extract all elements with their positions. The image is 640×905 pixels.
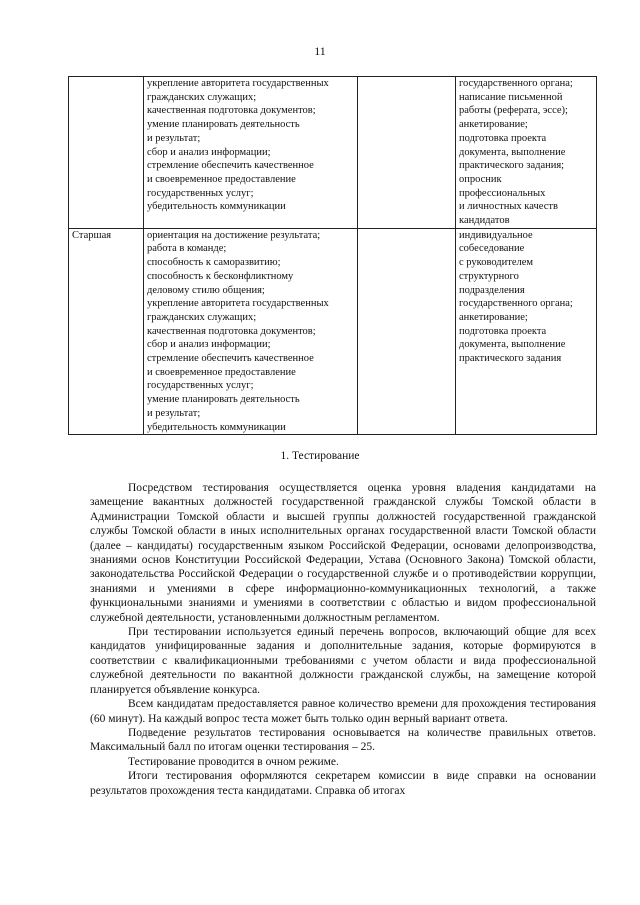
body-paragraph: Всем кандидатам предоставляется равное количество времени для прохождения тестирования (60 минут). На каждый вопрос теста может быть только один верный вариант ответа.	[90, 698, 596, 725]
quality-line: и результат;	[147, 132, 201, 144]
quality-line: ориентация на достижение результата;	[147, 229, 321, 241]
quality-line: гражданских служащих;	[147, 91, 257, 103]
body-paragraph: Тестирование проводится в очном режиме.	[128, 755, 339, 768]
method-line: структурного	[459, 270, 519, 282]
method-line: подготовка проекта	[459, 132, 547, 144]
quality-line: способность к бесконфликтному	[147, 270, 294, 282]
quality-line: укрепление авторитета государственных	[147, 78, 329, 89]
body-paragraph: Посредством тестирования осуществляется оценка уровня владения кандидатами на замещение вакантных должностей государственной гражданской службы Томской области в Администрации Томской области и высшей группы должностей государственной гражданской службы Томской области в иных исполнительных органах государственной власти Томской области (далее – кандидаты) государственным языком Российской Федерации, основами делопроизводства, знаниями основ Конституции Российской Федерации, Устава (Основного Закона) Томской области, законодательства Российской Федерации о государственной службе и о противодействии коррупции, знаниями и умениями в сфере информационно-коммуникационных технологий, а также функциональными знаниями и умениями в соответствии с областью и видом профессиональной служебной деятельности, установленными должностным регламентом.	[90, 482, 596, 624]
quality-line: качественная подготовка документов;	[147, 105, 316, 117]
quality-line: умение планировать деятельность	[147, 119, 300, 131]
quality-line: деловому стилю общения;	[147, 284, 265, 296]
qualities-cell	[144, 228, 358, 435]
position-group-cell	[69, 77, 144, 229]
method-line: документа, выполнение	[459, 146, 566, 158]
method-line: государственного органа;	[459, 78, 573, 89]
body-paragraph: При тестировании используется единый перечень вопросов, включающий общие для всех кандидатов унифицированные задания и дополнительные задания, которые формируются в соответствии с квалификационными требованиями с учетом области и вида профессиональной служебной деятельности по вакантной должности гражданской службы, на замещение которой планируется объявление конкурса.	[90, 626, 596, 696]
quality-line: стремление обеспечить качественное	[147, 160, 314, 172]
method-line: с руководителем	[459, 257, 534, 269]
knowledge-cell	[358, 77, 456, 229]
method-line: документа, выполнение	[459, 339, 566, 351]
method-line: написание письменной	[459, 91, 563, 103]
position-group-cell: Старшая	[69, 228, 144, 435]
body-paragraph: Подведение результатов тестирования основывается на количестве правильных ответов. Максимальный балл по итогам оценки тестирования – 25.	[90, 726, 596, 754]
method-line: подготовка проекта	[459, 325, 547, 337]
quality-line: работа в команде;	[147, 243, 227, 255]
method-line: практического задания;	[459, 160, 565, 172]
method-line: подразделения	[459, 284, 525, 296]
quality-line: государственных услуг;	[147, 187, 254, 199]
quality-line: убедительность коммуникации	[147, 201, 286, 213]
body-paragraph: Итоги тестирования оформляются секретарем комиссии в виде справки на основании результатов прохождения теста кандидатами. Справка об итогах	[90, 770, 596, 797]
method-line: индивидуальное	[459, 229, 533, 241]
quality-line: укрепление авторитета государственных	[147, 298, 329, 310]
method-line: практического задания	[459, 353, 562, 365]
table-row	[69, 228, 597, 435]
qualities-cell	[144, 77, 358, 229]
section-body	[90, 481, 596, 798]
page-number: 11	[314, 44, 326, 58]
method-line: опросник	[459, 173, 502, 185]
requirements-table	[68, 76, 597, 435]
table-row	[69, 77, 597, 229]
method-line: анкетирование;	[459, 311, 528, 323]
requirements-table-body	[69, 77, 597, 435]
method-line: и личностных качеств	[459, 201, 558, 213]
quality-line: гражданских служащих;	[147, 311, 257, 323]
quality-line: качественная подготовка документов;	[147, 325, 316, 337]
method-line: анкетирование;	[459, 119, 528, 131]
quality-line: способность к саморазвитию;	[147, 257, 281, 269]
knowledge-cell	[358, 228, 456, 435]
quality-line: и своевременное предоставление	[147, 173, 296, 185]
quality-line: сбор и анализ информации;	[147, 146, 271, 158]
quality-line: и своевременное предоставление	[147, 366, 296, 378]
quality-line: стремление обеспечить качественное	[147, 353, 314, 365]
method-line: собеседование	[459, 243, 525, 255]
method-line: кандидатов	[459, 215, 510, 227]
quality-line: и результат;	[147, 407, 201, 419]
methods-cell	[456, 77, 597, 229]
quality-line: сбор и анализ информации;	[147, 339, 271, 351]
quality-line: убедительность коммуникации	[147, 421, 286, 433]
method-line: работы (реферата, эссе);	[459, 105, 568, 117]
quality-line: умение планировать деятельность	[147, 394, 300, 406]
methods-cell	[456, 228, 597, 435]
method-line: профессиональных	[459, 187, 546, 199]
quality-line: государственных услуг;	[147, 380, 254, 392]
section-heading: 1. Тестирование	[280, 450, 360, 462]
method-line: государственного органа;	[459, 298, 573, 310]
